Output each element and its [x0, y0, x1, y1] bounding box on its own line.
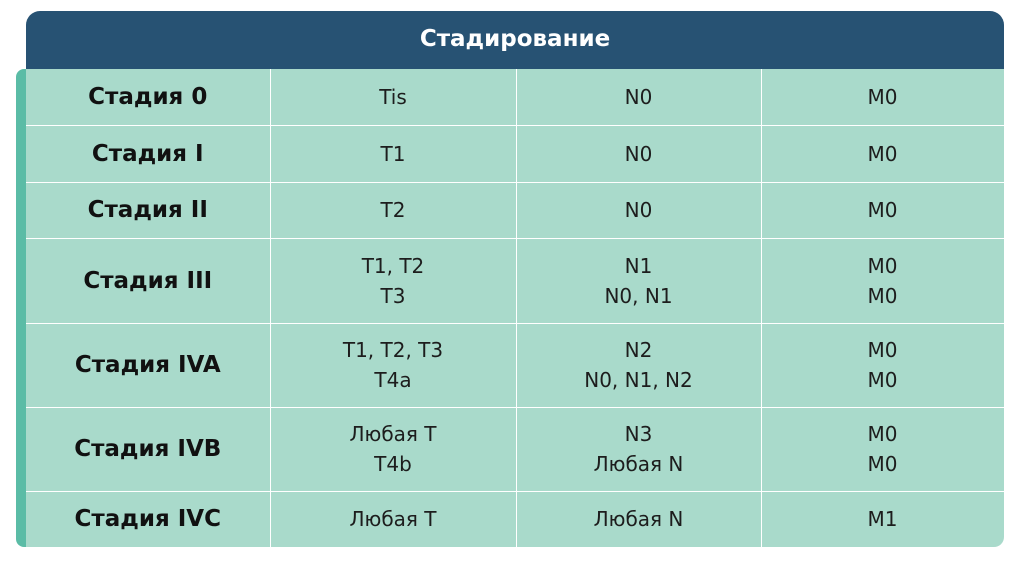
- stage-cell: Стадия 0: [26, 69, 270, 125]
- n-cell: N3 Любая N: [516, 407, 761, 491]
- t-cell: T2: [270, 182, 516, 238]
- t-cell: Любая T T4b: [270, 407, 516, 491]
- t-cell: T1, T2, T3 T4a: [270, 323, 516, 407]
- m-cell: M0: [761, 125, 1004, 182]
- table-row: [26, 238, 1004, 323]
- staging-table-container: [26, 69, 1004, 547]
- stage-cell: Стадия IVB: [26, 407, 270, 491]
- t-cell: T1, T2 T3: [270, 238, 516, 323]
- stage-cell: Стадия IVC: [26, 491, 270, 547]
- n-cell: Любая N: [516, 491, 761, 547]
- n-cell: N0: [516, 125, 761, 182]
- table-row: [26, 69, 1004, 125]
- table-row: [26, 491, 1004, 547]
- staging-table: [26, 69, 1004, 547]
- left-accent-bar: [16, 69, 26, 547]
- table-title: Стадирование: [26, 11, 1004, 69]
- table-row: [26, 407, 1004, 491]
- m-cell: M0 M0: [761, 238, 1004, 323]
- m-cell: M0 M0: [761, 407, 1004, 491]
- m-cell: M0 M0: [761, 323, 1004, 407]
- m-cell: M1: [761, 491, 1004, 547]
- table-row: [26, 125, 1004, 182]
- m-cell: M0: [761, 182, 1004, 238]
- stage-cell: Стадия I: [26, 125, 270, 182]
- stage-cell: Стадия IVA: [26, 323, 270, 407]
- n-cell: N0: [516, 69, 761, 125]
- n-cell: N1 N0, N1: [516, 238, 761, 323]
- stage-cell: Стадия II: [26, 182, 270, 238]
- table-row: [26, 182, 1004, 238]
- n-cell: N0: [516, 182, 761, 238]
- n-cell: N2 N0, N1, N2: [516, 323, 761, 407]
- t-cell: T1: [270, 125, 516, 182]
- stage-cell: Стадия III: [26, 238, 270, 323]
- m-cell: M0: [761, 69, 1004, 125]
- t-cell: Любая T: [270, 491, 516, 547]
- table-row: [26, 323, 1004, 407]
- t-cell: Tis: [270, 69, 516, 125]
